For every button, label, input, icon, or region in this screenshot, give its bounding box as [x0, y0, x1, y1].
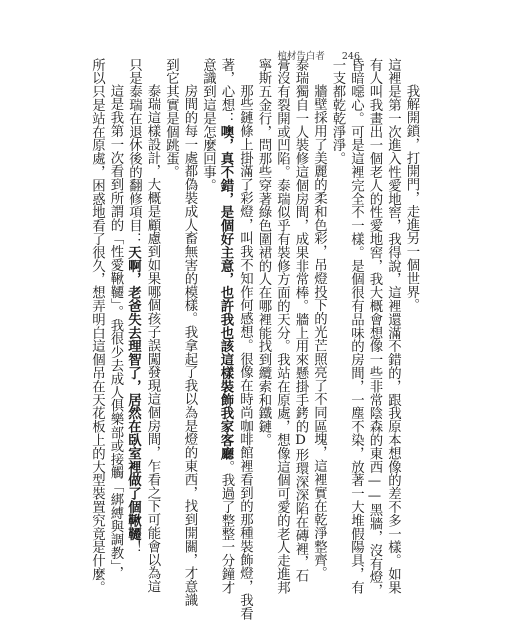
text-column: 只是泰瑞在退休後的翻修項目：天啊，老爸失去理智了，居然在臥室裡做了個鞦韆！ — [125, 58, 142, 554]
vertical-text-block — [75, 58, 420, 620]
text-column: 泰瑞這樣設計，大概是顧慮到如果哪個孩子誤闖發現這個房間，乍看之下可能會以為這 — [145, 84, 160, 594]
text-column: 這是我第一次看到所謂的「性愛鞦韆」。我很少去成人俱樂部或接觸「綁縛與調教」， — [108, 84, 123, 580]
text-column: 著，心想：噢，真不錯，是個好主意，也許我也該這樣裝飾我家客廳。我過了整整一分鐘才 — [218, 58, 234, 594]
text-column: 泰瑞獨自一人裝修這個房間，成果非常棒。牆上用來懸掛手銬的D形環深深陷在磚裡，石 — [293, 58, 308, 583]
text-column: 有人叫我畫出一個老人的性愛地窖，我大概會想像一些非常陰森的東西——黑牆，沒有燈， — [367, 58, 382, 598]
text-column: 房間的每一處都偽裝成人畜無害的模樣。我拿起了我以為是燈的東西，找到開關，才意識 — [182, 84, 197, 607]
text-column: 那些鏈條上掛滿了彩燈，叫我不知作何感想。很像在時尚咖啡館裡看到的那種裝飾燈，我看 — [237, 84, 253, 620]
text-column: 寧斯五金行，問那些穿著綠色圍裙的人在哪裡能找到纜索和鐵鏈。 — [256, 58, 271, 447]
page-number: 246 — [341, 51, 360, 62]
emphasized-text: 噢，真不錯，是個好主意，也許我也該這樣裝飾我家客廳 — [218, 125, 234, 460]
text-column: 一支都乾乾淨淨。 — [330, 58, 345, 166]
text-column: 膏沒有裂開或凹陷。泰瑞似乎有裝修方面的天分。我站在原處，想像這個可愛的老人走進邦 — [274, 58, 290, 594]
book-title: 棺材告白者 — [277, 51, 325, 62]
page-header — [0, 24, 520, 62]
text-column: 昏暗噁心。可是這裡完全不一樣。是個很有品味的房間，一塵不染，放著一大堆假陽具，有 — [348, 58, 364, 594]
emphasized-text: 天啊，老爸失去理智了，居然在臥室裡做了個鞦韆 — [125, 245, 142, 541]
text-column: 牆壁採用了美麗的柔和色彩，吊燈投下的光芒照亮了不同區塊，這裡實在乾淨整齊。 — [311, 84, 327, 580]
text-column: 我解開鎖，打開門，走進另一個世界。 — [404, 84, 419, 312]
text-column: 意識到這是怎麼回事。 — [200, 58, 216, 192]
text-column: 這裡是第一次進入性愛地窖，我得說，這裡還滿不錯的，跟我原本想像的差不多一樣。如果 — [385, 58, 401, 594]
text-column: 所以只是站在原處，困惑地看了很久，想弄明白這個吊在天花板上的大型裝置究竟是什麼。 — [89, 58, 105, 594]
text-column: 到它其實是個跳蛋。 — [163, 58, 179, 179]
